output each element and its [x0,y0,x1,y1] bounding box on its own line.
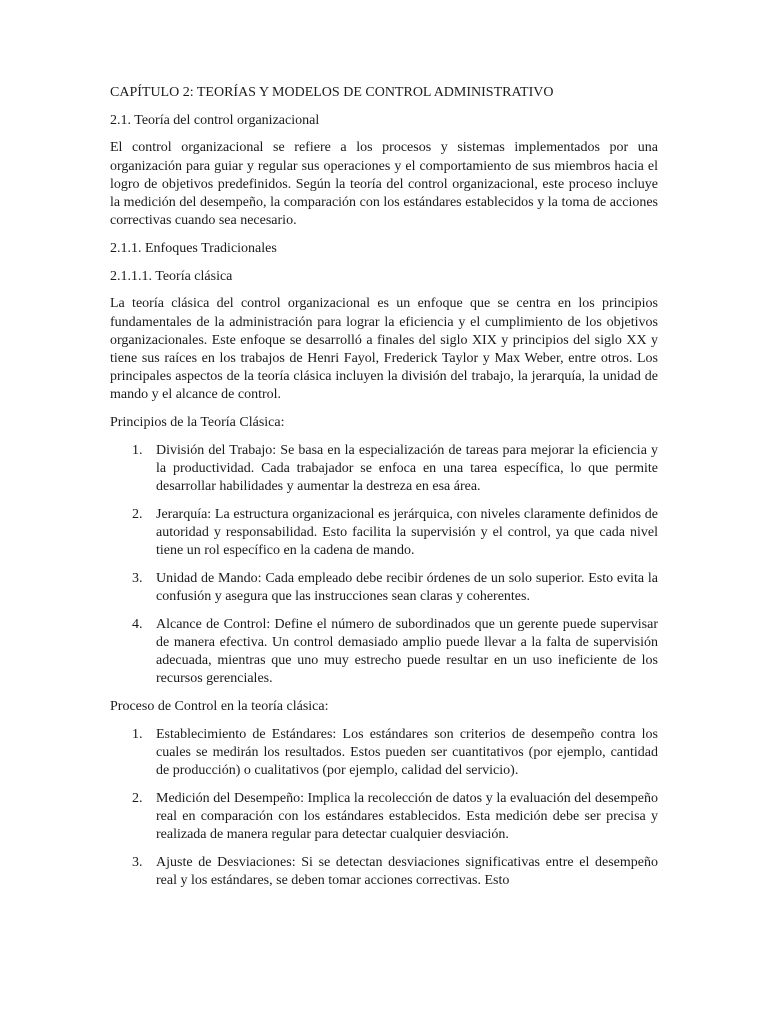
list-item [110,570,658,606]
list-item [110,726,658,781]
list-item [110,506,658,561]
list-item-text: Unidad de Mando: Cada empleado debe recibir órdenes de un solo superior. Esto evita la confusión y asegura que las instrucciones sean claras y coherentes. [156,570,658,605]
list-item-number: 1. [132,442,143,458]
list-item [110,854,658,890]
list-item-number: 3. [132,855,143,871]
list-item-number: 2. [132,506,143,522]
section-heading-2-1-1: 2.1.1. Enfoques Tradicionales [110,240,277,256]
process-heading: Proceso de Control en la teoría clásica: [110,699,329,715]
section-heading-2-1-1-1: 2.1.1.1. Teoría clásica [110,268,233,284]
list-item-text: Medición del Desempeño: Implica la recolección de datos y la evaluación del desempeño real en comparación con los estándares establecidos. Esta medición debe ser precisa y realizada de manera regular para detectar cualquier desviación. [156,791,658,843]
list-item-text: Establecimiento de Estándares: Los estándares son criterios de desempeño contra los cuales se medirán los resultados. Estos pueden ser cuantitativos (por ejemplo, cantidad de producción) o cualitativos (por ejemplo, calidad del servicio). [156,726,658,779]
process-list [110,726,658,891]
section-paragraph-2-1-1-1: La teoría clásica del control organizacional es un enfoque que se centra en los principios fundamentales de la administración para lograr la eficiencia y el cumplimiento de los objetivos organizacionales. Este enfoque se desarrolló a finales del siglo XIX y principios del siglo XX y tiene sus raíces en los trabajos de Henri Fayol, Frederick Taylor y Max Weber, entre otros. Los principales aspectos de la teoría clásica incluyen la división del trabajo, la jerarquía, la unidad de mando y el alcance de control. [110,296,658,403]
chapter-title: CAPÍTULO 2: TEORÍAS Y MODELOS DE CONTROL ADMINISTRATIVO [110,85,554,100]
section-paragraph-2-1: El control organizacional se refiere a los procesos y sistemas implementados por una organización para guiar y regular sus operaciones y el comportamiento de sus miembros hacia el logro de objetivos predefinidos. Según la teoría del control organizacional, este proceso incluye la medición del desempeño, la comparación con los estándares establecidos y la toma de acciones correctivas cuando sea necesario. [110,140,658,229]
document-page [110,84,658,900]
list-item-text: División del Trabajo: Se basa en la especialización de tareas para mejorar la eficiencia y la productividad. Cada trabajador se enfoca en una tarea específica, lo que permite desarrollar habilidades y aumentar la destreza en esa área. [156,442,658,495]
principles-heading: Principios de la Teoría Clásica: [110,415,285,431]
list-item-number: 3. [132,570,143,586]
list-item [110,790,658,845]
list-item-text: Alcance de Control: Define el número de subordinados que un gerente puede supervisar de manera efectiva. Un control demasiado amplio puede llevar a la falta de supervisión adecuada, mientras que uno muy estrecho puede resultar en un uso ineficiente de los recursos gerenciales. [156,616,658,687]
principles-list [110,442,658,689]
list-item-number: 1. [132,726,143,742]
section-heading-2-1: 2.1. Teoría del control organizacional [110,112,320,128]
list-item [110,616,658,689]
list-item-number: 4. [132,616,143,632]
list-item-text: Jerarquía: La estructura organizacional es jerárquica, con niveles claramente definidos de autoridad y responsabilidad. Esto facilita la supervisión y el control, ya que cada nivel tiene un rol específico en la cadena de mando. [156,506,658,559]
list-item-text: Ajuste de Desviaciones: Si se detectan desviaciones significativas entre el desempeño real y los estándares, se deben tomar acciones correctivas. Esto [156,855,658,889]
list-item [110,442,658,497]
list-item-number: 2. [132,791,143,806]
